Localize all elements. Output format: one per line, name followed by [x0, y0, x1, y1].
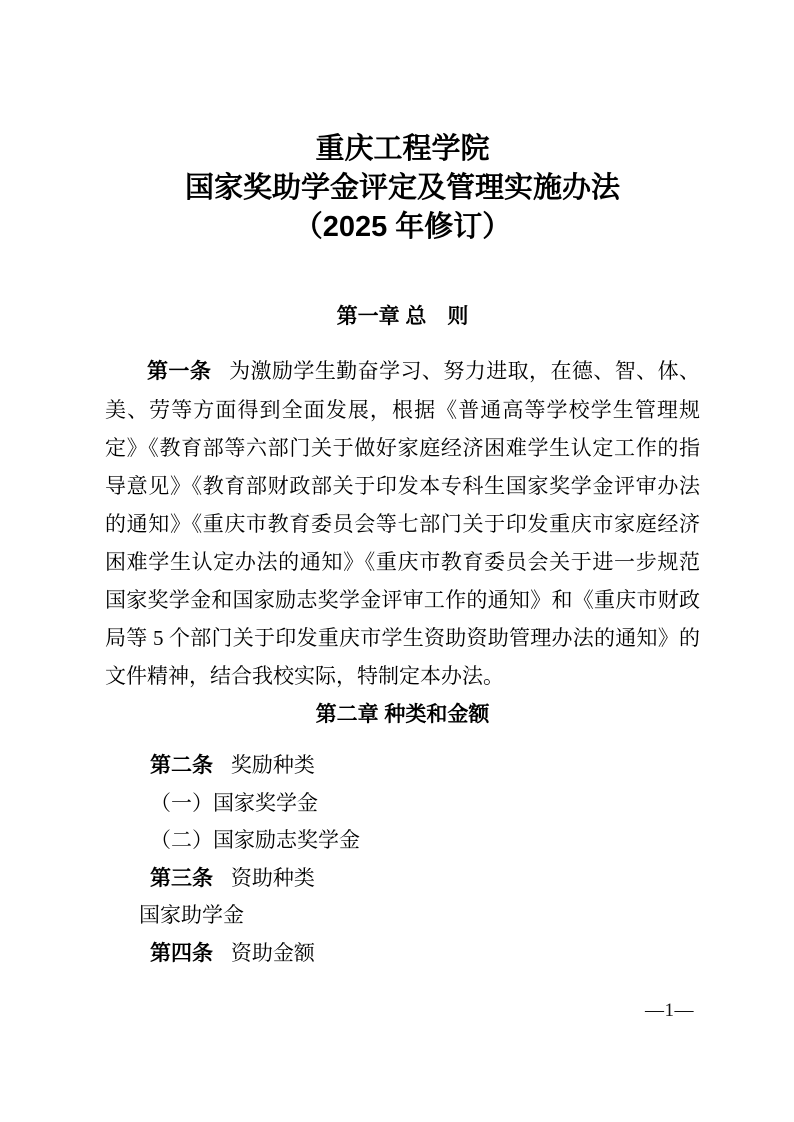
- chapter-1-heading: 第一章 总 则: [336, 305, 469, 328]
- article-3-label: 第三条: [150, 866, 213, 890]
- article-2-line: [105, 747, 700, 785]
- article-1-text: 为激励学生勤奋学习、努力进取，在德、智、体、美、劳等方面得到全面发展，根据《普通高等学校学生管理规定》《教育部等六部门关于做好家庭经济困难学生认定工作的指导意见》《教育部财政部关于印发本专科生国家奖学金评审办法的通知》《重庆市教育委员会等七部门关于印发重庆市家庭经济困难学生认定办法的通知》《重庆市教育委员会关于进一步规范国家奖学金和国家励志奖学金评审工作的通知》和《重庆市财政局等 5 个部门关于印发重庆市学生资助资助管理办法的通知》的文件精神，结合我校实际，特制定本办法。: [105, 359, 701, 688]
- title-line-1: 重庆工程学院: [315, 133, 490, 165]
- item-inspiration-scholarship: [105, 822, 700, 860]
- chapter-2-items: [105, 747, 700, 972]
- article-1-paragraph: [105, 352, 700, 695]
- document-content: [105, 130, 700, 972]
- title-line-3: （2025 年修订）: [293, 211, 512, 243]
- article-3-text: 资助种类: [230, 865, 315, 890]
- page-number: —1—: [645, 1000, 694, 1021]
- item-national-scholarship: [105, 785, 700, 823]
- item-national-grant: [105, 897, 700, 935]
- article-3-line: [105, 860, 700, 898]
- chapter-2-heading: 第二章 种类和金额: [315, 703, 490, 726]
- item-national-grant-text: 国家助学金: [139, 903, 244, 927]
- item-inspiration-scholarship-text: （二）国家励志奖学金: [150, 828, 360, 852]
- title-line-2: 国家奖助学金评定及管理实施办法: [184, 172, 620, 204]
- document-title: [105, 130, 700, 247]
- article-4-line: [105, 935, 700, 973]
- article-2-label: 第二条: [150, 754, 213, 777]
- article-1-label: 第一条: [147, 360, 212, 383]
- article-2-text: 奖励种类: [230, 753, 315, 777]
- item-national-scholarship-text: （一）国家奖学金: [150, 790, 318, 815]
- article-4-text: 资助金额: [230, 940, 315, 965]
- article-4-label: 第四条: [150, 941, 213, 965]
